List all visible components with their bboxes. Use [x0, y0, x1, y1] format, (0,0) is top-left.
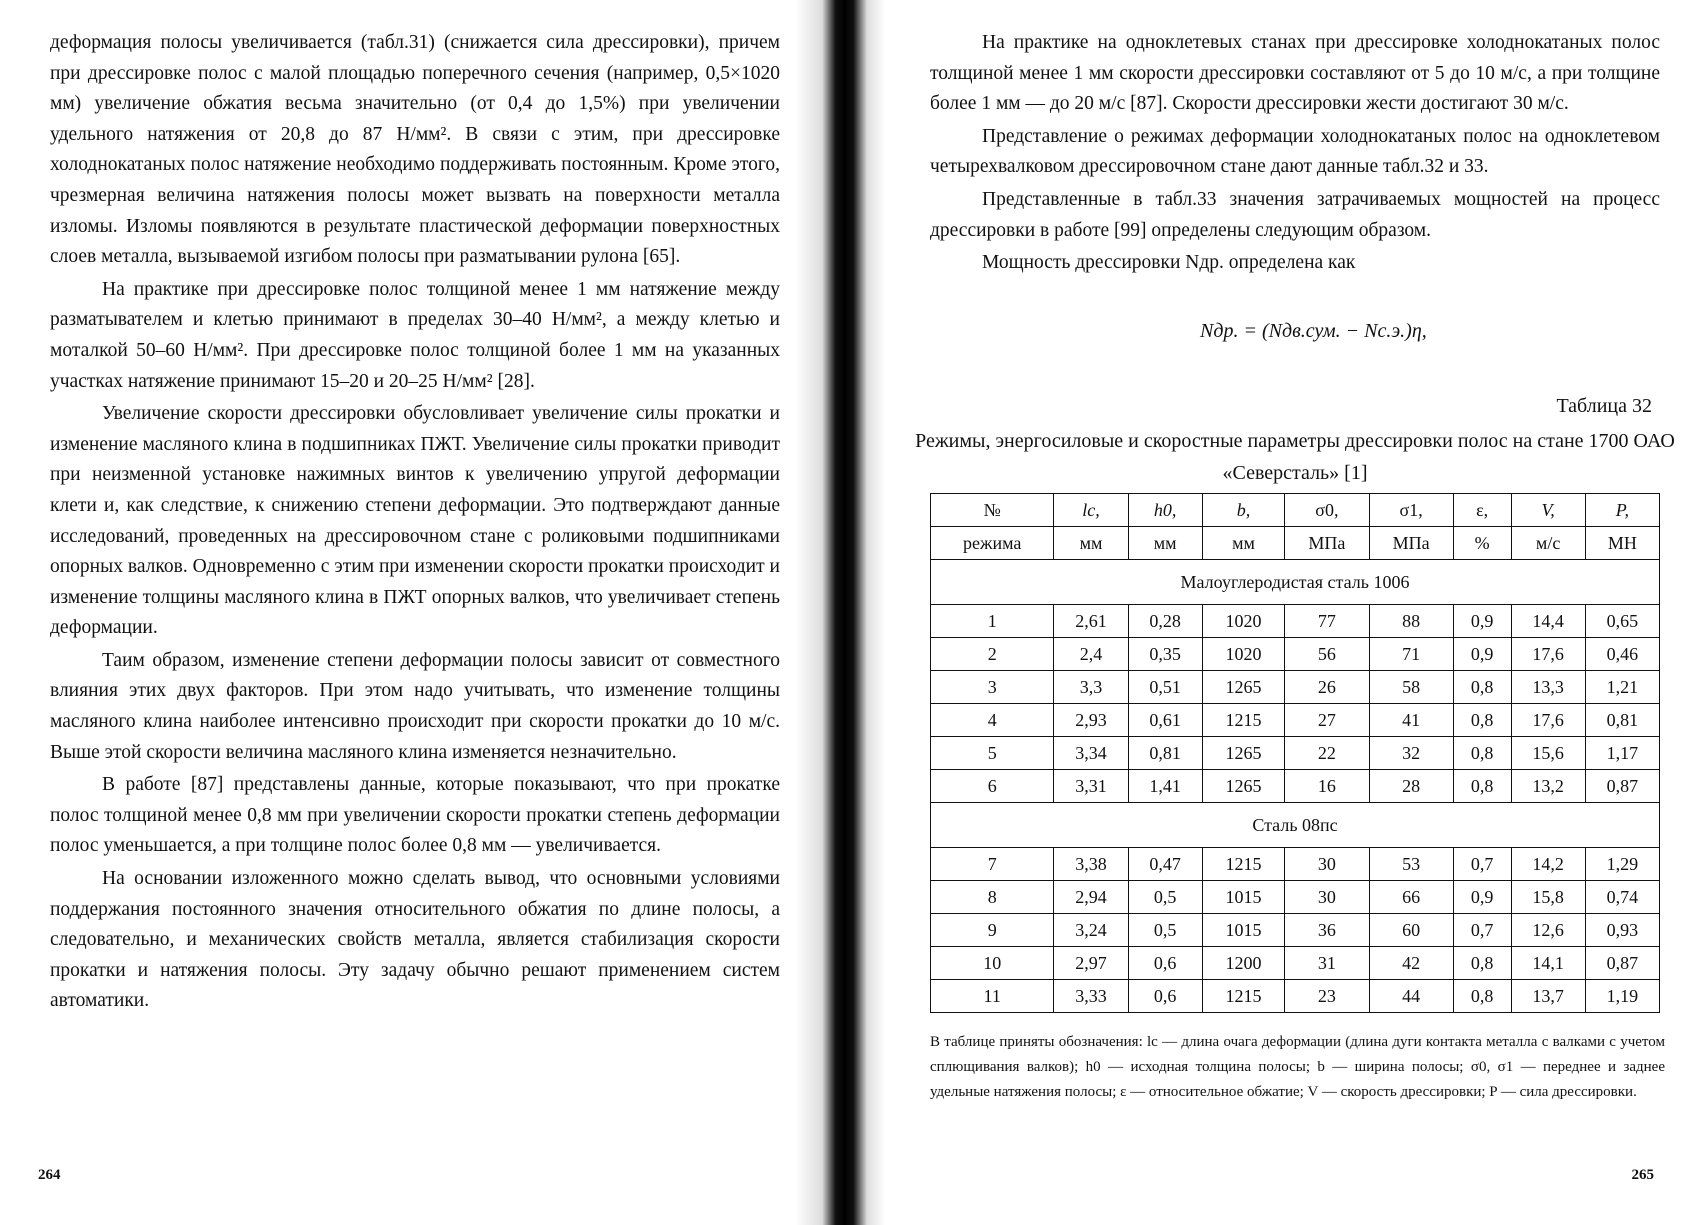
table-cell: 1,17 [1585, 737, 1659, 770]
table-cell: 1265 [1202, 770, 1284, 803]
table-cell: 3,3 [1054, 671, 1128, 704]
table-cell: 1265 [1202, 671, 1284, 704]
table-cell: 17,6 [1511, 704, 1585, 737]
table-cell: 71 [1369, 638, 1453, 671]
table-cell: 13,7 [1511, 980, 1585, 1013]
table-cell: 56 [1285, 638, 1369, 671]
table-cell: 15,6 [1511, 737, 1585, 770]
table-group-row [931, 803, 1660, 848]
table-cell: 58 [1369, 671, 1453, 704]
paragraph: На практике при дрессировке полос толщиной менее 1 мм натяжение между разматывателем и клетью принимают в пределах 30–40 Н/мм², а между клетью и моталкой 50–60 Н/мм². При дрессировке полос толщиной более 1 мм на указанных участках натяжение принимают 15–20 и 20–25 Н/мм² [28]. [50, 278, 780, 392]
table-cell: 0,61 [1128, 704, 1202, 737]
page-number: 265 [1631, 1167, 1654, 1183]
header-h0: h0, [1128, 494, 1202, 527]
formula: Nдр. = (Nдв.сум. − Nс.э.)η, [1200, 320, 1427, 342]
table-cell: 14,2 [1511, 848, 1585, 881]
table-cell: 0,81 [1585, 704, 1659, 737]
right-page [880, 0, 1684, 1225]
table-cell: 0,6 [1128, 947, 1202, 980]
table-cell: 30 [1285, 881, 1369, 914]
table-cell: 3,31 [1054, 770, 1128, 803]
header-sigma0: σ0, [1285, 494, 1369, 527]
table-cell: 1015 [1202, 881, 1284, 914]
table-cell: 1265 [1202, 737, 1284, 770]
table-row [931, 704, 1660, 737]
table-cell: 0,6 [1128, 980, 1202, 1013]
table-cell: 11 [931, 980, 1054, 1013]
table-cell: 36 [1285, 914, 1369, 947]
table-cell: 23 [1285, 980, 1369, 1013]
table-note: В таблице приняты обозначения: lc — длина очага деформации (длина дуги контакта металла с валками с учетом сплющивания валков); h0 — исходная толщина полосы; b — ширина полосы; σ0, σ1 — переднее и заднее удельные натяжения полосы; ε — относительное обжатие; V — скорость дрессировки; P — сила дрессировки. [930, 1034, 1665, 1100]
table-cell: 0,5 [1128, 881, 1202, 914]
table-cell: 14,1 [1511, 947, 1585, 980]
paragraph: Представление о режимах деформации холоднокатаных полос на одноклетевом четырехвалковом дрессировочном стане дают данные табл.32 и 33. [930, 125, 1660, 178]
table-cell: 2,97 [1054, 947, 1128, 980]
table-cell: 27 [1285, 704, 1369, 737]
unit-epsilon: % [1453, 527, 1511, 560]
table-cell: 3,33 [1054, 980, 1128, 1013]
table-cell: 1,41 [1128, 770, 1202, 803]
unit-sigma1: МПа [1369, 527, 1453, 560]
table-cell: 66 [1369, 881, 1453, 914]
table-body [931, 560, 1660, 1013]
table-cell: 1215 [1202, 980, 1284, 1013]
table-cell: 28 [1369, 770, 1453, 803]
table-cell: 1200 [1202, 947, 1284, 980]
table-cell: 1020 [1202, 638, 1284, 671]
table-row [931, 947, 1660, 980]
paragraph: В работе [87] представлены данные, которые показывают, что при прокатке полос толщиной менее 0,8 мм при увеличении скорости прокатки степень деформации полос уменьшается, а при толщине полос более 0,8 мм — увеличивается. [50, 774, 780, 857]
table-cell: 6 [931, 770, 1054, 803]
table-cell: 17,6 [1511, 638, 1585, 671]
table-caption: Таблица 32 [1556, 395, 1652, 417]
table-cell: 14,4 [1511, 605, 1585, 638]
table-cell: 1,19 [1585, 980, 1659, 1013]
table-cell: 4 [931, 704, 1054, 737]
table-cell: 32 [1369, 737, 1453, 770]
table-row [931, 914, 1660, 947]
table-row [931, 605, 1660, 638]
table-cell: 2,4 [1054, 638, 1128, 671]
book-gutter [795, 0, 885, 1225]
paragraph: На основании изложенного можно сделать вывод, что основными условиями поддержания постоянного значения относительного обжатия по длине полосы, а следовательно, и механических свойств металла, является стабилизация скорости прокатки и натяжения полосы. Эту задачу обычно решают применением систем автоматики. [50, 868, 780, 1012]
header-unit-row [931, 527, 1660, 560]
left-page [0, 0, 800, 1225]
table-cell: 0,8 [1453, 980, 1511, 1013]
table-cell: 0,7 [1453, 848, 1511, 881]
table-cell: 3,38 [1054, 848, 1128, 881]
table-cell: 22 [1285, 737, 1369, 770]
table-cell: 0,9 [1453, 605, 1511, 638]
table-cell: 31 [1285, 947, 1369, 980]
left-page-text [50, 28, 780, 1017]
paragraph: На практике на одноклетевых станах при дрессировке холоднокатаных полос толщиной менее 1 мм скорости дрессировки составляют от 5 до 10 м/с, а при толщине более 1 мм — до 20 м/с [87]. Скорости дрессировки жести достигают 30 м/с. [930, 32, 1660, 115]
table-cell: 0,8 [1453, 737, 1511, 770]
paragraph: Представленные в табл.33 значения затрачиваемых мощностей на процесс дрессировки в работе [99] определены следующим образом. [930, 188, 1660, 241]
table-cell: 44 [1369, 980, 1453, 1013]
table-cell: 0,87 [1585, 770, 1659, 803]
table-cell: 41 [1369, 704, 1453, 737]
table-cell: 0,28 [1128, 605, 1202, 638]
table-cell: 0,5 [1128, 914, 1202, 947]
table-cell: 77 [1285, 605, 1369, 638]
table-title: Режимы, энергосиловые и скоростные параметры дрессировки полос на стане 1700 ОАО «Северсталь» [1] [915, 430, 1675, 484]
table-cell: 8 [931, 881, 1054, 914]
table-cell: 0,8 [1453, 671, 1511, 704]
table-row [931, 671, 1660, 704]
table-cell: 1215 [1202, 704, 1284, 737]
unit-h0: мм [1128, 527, 1202, 560]
paragraph: Мощность дрессировки Nдр. определена как [982, 252, 1356, 274]
table-cell: 13,3 [1511, 671, 1585, 704]
header-epsilon: ε, [1453, 494, 1511, 527]
table-cell: 1,21 [1585, 671, 1659, 704]
paragraph: деформация полосы увеличивается (табл.31) (снижается сила дрессировки), причем при дрессировке полос с малой площадью поперечного сечения (например, 0,5×1020 мм) увеличение обжатия весьма значительно (от 0,4 до 1,5%) при увеличении удельного натяжения от 20,8 до 87 Н/мм². В связи с этим, при дрессировке холоднокатаных полос натяжение необходимо поддерживать постоянным. Кроме этого, чрезмерная величина натяжения полосы может вызвать на поверхности металла изломы. Изломы появляются в результате пластической деформации поверхностных слоев металла, вызываемой изгибом полосы при разматывании рулона [65]. [50, 32, 780, 268]
header-mode: № [931, 494, 1054, 527]
table-cell: 1215 [1202, 848, 1284, 881]
table-row [931, 848, 1660, 881]
table-cell: 30 [1285, 848, 1369, 881]
table-cell: 5 [931, 737, 1054, 770]
table-cell: 0,35 [1128, 638, 1202, 671]
table-cell: 88 [1369, 605, 1453, 638]
table-cell: 3 [931, 671, 1054, 704]
table-cell: 15,8 [1511, 881, 1585, 914]
table-cell: 0,81 [1128, 737, 1202, 770]
table-cell: 0,8 [1453, 704, 1511, 737]
table-cell: 3,24 [1054, 914, 1128, 947]
unit-sigma0: МПа [1285, 527, 1369, 560]
table-cell: 0,7 [1453, 914, 1511, 947]
unit-v: м/с [1511, 527, 1585, 560]
table-row [931, 737, 1660, 770]
table-cell: 0,93 [1585, 914, 1659, 947]
table-cell: 53 [1369, 848, 1453, 881]
header-v: V, [1511, 494, 1585, 527]
data-table [930, 493, 1660, 1013]
table-cell: 10 [931, 947, 1054, 980]
table-cell: 42 [1369, 947, 1453, 980]
table-header [931, 494, 1660, 560]
table-cell: 1015 [1202, 914, 1284, 947]
header-lc: lc, [1054, 494, 1128, 527]
header-symbol-row [931, 494, 1660, 527]
paragraph: Увеличение скорости дрессировки обусловливает увеличение силы прокатки и изменение масляного клина в подшипниках ПЖТ. Увеличение силы прокатки приводит при неизменной установке нажимных винтов к увеличению упругой деформации клети и, как следствие, к снижению степени деформации. Это подтверждают данные исследований, проведенных на дрессировочном стане с роликовыми подшипниками опорных валков. Одновременно с этим при изменении скорости прокатки происходит и изменение толщины масляного клина в ПЖТ опорных валков, что увеличивает степень деформации. [50, 403, 780, 639]
table-row [931, 980, 1660, 1013]
table-cell: 0,9 [1453, 638, 1511, 671]
table-group-title: Сталь 08пс [931, 803, 1660, 848]
table-row [931, 638, 1660, 671]
table-row [931, 881, 1660, 914]
table-cell: 3,34 [1054, 737, 1128, 770]
right-page-text [930, 28, 1660, 279]
header-b: b, [1202, 494, 1284, 527]
table-cell: 2,94 [1054, 881, 1128, 914]
table-cell: 16 [1285, 770, 1369, 803]
table-cell: 60 [1369, 914, 1453, 947]
table-cell: 0,74 [1585, 881, 1659, 914]
table-cell: 12,6 [1511, 914, 1585, 947]
table-group-row [931, 560, 1660, 605]
unit-p: МН [1585, 527, 1659, 560]
table-cell: 0,8 [1453, 770, 1511, 803]
table-cell: 0,9 [1453, 881, 1511, 914]
table-cell: 1 [931, 605, 1054, 638]
table-cell: 1,29 [1585, 848, 1659, 881]
header-p: P, [1585, 494, 1659, 527]
table-cell: 0,46 [1585, 638, 1659, 671]
paragraph: Таим образом, изменение степени деформации полосы зависит от совместного влияния этих двух факторов. При этом надо учитывать, что изменение толщины масляного клина наиболее интенсивно происходит при скорости прокатки до 10 м/с. Выше этой скорости величина масляного клина изменяется незначительно. [50, 649, 780, 763]
page-number: 264 [38, 1167, 61, 1183]
table-cell: 0,47 [1128, 848, 1202, 881]
table-cell: 13,2 [1511, 770, 1585, 803]
table-cell: 2,93 [1054, 704, 1128, 737]
header-sigma1: σ1, [1369, 494, 1453, 527]
table-cell: 2 [931, 638, 1054, 671]
table-cell: 2,61 [1054, 605, 1128, 638]
table-cell: 0,8 [1453, 947, 1511, 980]
unit-mode: режима [931, 527, 1054, 560]
table-cell: 0,51 [1128, 671, 1202, 704]
unit-lc: мм [1054, 527, 1128, 560]
table-cell: 7 [931, 848, 1054, 881]
table-cell: 0,87 [1585, 947, 1659, 980]
table-cell: 26 [1285, 671, 1369, 704]
table-cell: 0,65 [1585, 605, 1659, 638]
table-row [931, 770, 1660, 803]
table-group-title: Малоуглеродистая сталь 1006 [931, 560, 1660, 605]
table-cell: 9 [931, 914, 1054, 947]
table-cell: 1020 [1202, 605, 1284, 638]
unit-b: мм [1202, 527, 1284, 560]
